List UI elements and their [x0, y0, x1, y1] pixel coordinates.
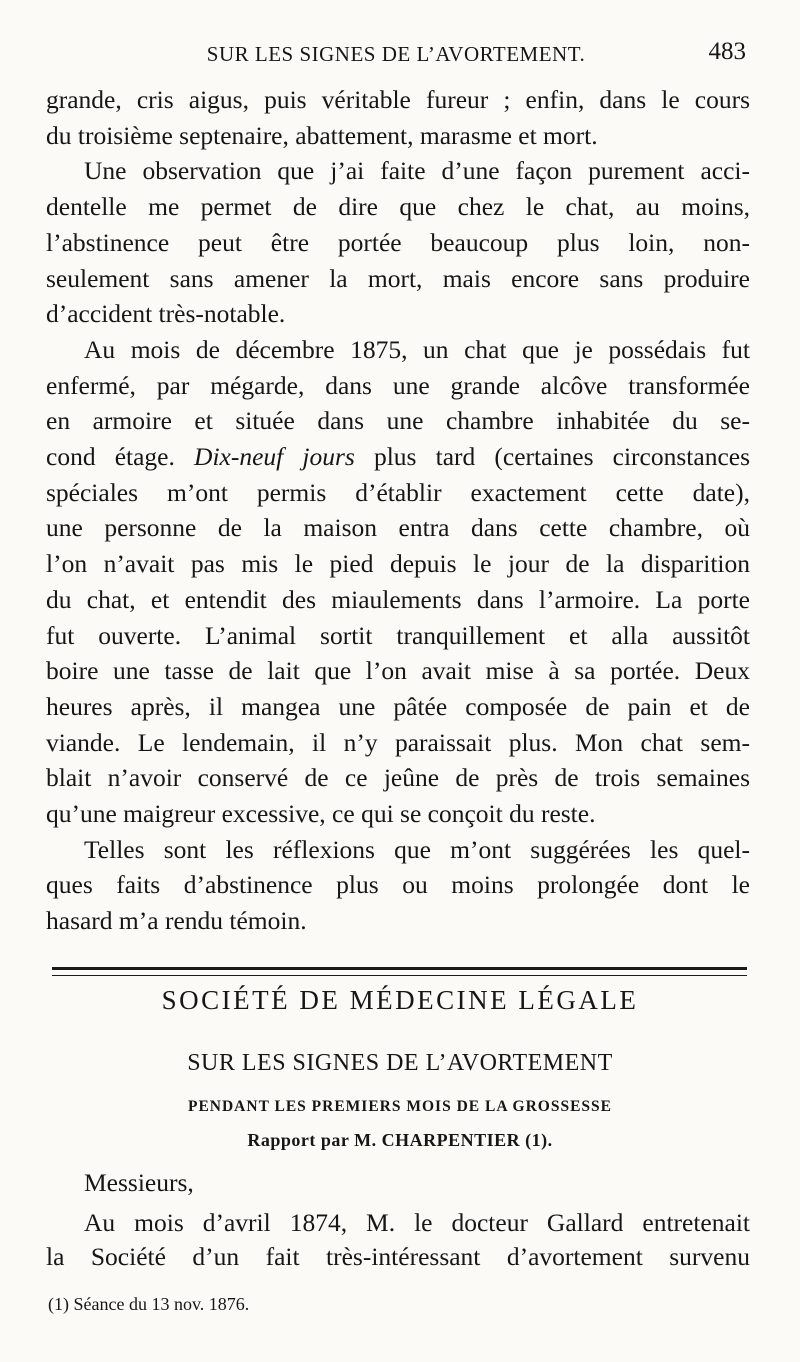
- text-line: qu’une maigreur excessive, ce qui se conçoit du reste.: [46, 799, 596, 829]
- paragraph-3: [46, 332, 750, 832]
- text-line: en armoire et située dans une chambre inhabitée du se-: [46, 406, 750, 436]
- text-line: dentelle me permet de dire que chez le chat, au moins,: [46, 192, 750, 222]
- article-title: SUR LES SIGNES DE L’AVORTEMENT: [187, 1050, 613, 1076]
- article-body: [46, 1206, 750, 1274]
- text-line: Une observation que j’ai faite d’une façon purement acci-: [84, 156, 750, 186]
- text-line: du chat, et entendit des miaulements dans l’armoire. La porte: [46, 584, 750, 614]
- paragraph-2: [46, 153, 750, 332]
- body-text: [46, 82, 750, 939]
- text-line: du troisième septenaire, abattement, marasme et mort.: [46, 120, 598, 150]
- paragraph-1: [46, 82, 750, 153]
- text-line: hasard m’a rendu témoin.: [46, 906, 307, 936]
- text-line: seulement sans amener la mort, mais encore sans produire: [46, 263, 750, 293]
- text-line-with-italic: [46, 439, 750, 475]
- text-line: une personne de la maison entra dans cette chambre, où: [46, 513, 750, 543]
- text-line: ques faits d’abstinence plus ou moins prolongée dont le: [46, 870, 750, 900]
- byline: Rapport par M. CHARPENTIER (1).: [247, 1130, 553, 1150]
- text-line: Au mois de décembre 1875, un chat que je possédais fut: [84, 334, 750, 364]
- text-line: l’abstinence peut être portée beaucoup plus loin, non-: [46, 227, 750, 257]
- running-title: SUR LES SIGNES DE L’AVORTEMENT.: [206, 42, 586, 66]
- text-line: viande. Le lendemain, il n’y paraissait plus. Mon chat sem-: [46, 727, 750, 757]
- text-line: blait n’avoir conservé de ce jeûne de près de trois semaines: [46, 763, 750, 793]
- salutation: Messieurs,: [84, 1168, 194, 1197]
- paragraph-4: [46, 832, 750, 939]
- text-line: heures après, il mangea une pâtée composée de pain et de: [46, 691, 750, 721]
- text-fragment: plus tard (certaines circonstances: [354, 442, 751, 472]
- text-line: Au mois d’avril 1874, M. le docteur Gallard entretenait: [84, 1208, 750, 1237]
- text-line: fut ouverte. L’animal sortit tranquillement et alla aussitôt: [46, 620, 750, 650]
- text-fragment: cond étage.: [46, 442, 195, 472]
- text-line: spéciales m’ont permis d’établir exactement cette date),: [46, 477, 750, 507]
- text-line: d’accident très-notable.: [46, 299, 286, 329]
- footnote: (1) Séance du 13 nov. 1876.: [48, 1294, 250, 1314]
- section-divider-thick: [52, 967, 747, 970]
- text-line: l’on n’avait pas mis le pied depuis le jour de la disparition: [46, 549, 750, 579]
- text-line: Telles sont les réflexions que m’ont suggérées les quel-: [84, 834, 750, 864]
- running-head: [46, 38, 746, 72]
- text-line: boire une tasse de lait que l’on avait mise à sa portée. Deux: [46, 656, 750, 686]
- text-line: grande, cris aigus, puis véritable fureur ; enfin, dans le cours: [46, 85, 750, 114]
- article-subtitle: PENDANT LES PREMIERS MOIS DE LA GROSSESSE: [187, 1098, 612, 1115]
- text-line: enfermé, par mégarde, dans une grande alcôve transformée: [46, 370, 750, 400]
- society-heading: SOCIÉTÉ DE MÉDECINE LÉGALE: [161, 985, 639, 1015]
- section-divider-thin: [52, 975, 747, 976]
- italic-emphasis: Dix-neuf jours: [194, 442, 355, 472]
- page-number: 483: [708, 38, 746, 65]
- text-line: la Société d’un fait très-intéressant d’avortement survenu: [46, 1242, 750, 1271]
